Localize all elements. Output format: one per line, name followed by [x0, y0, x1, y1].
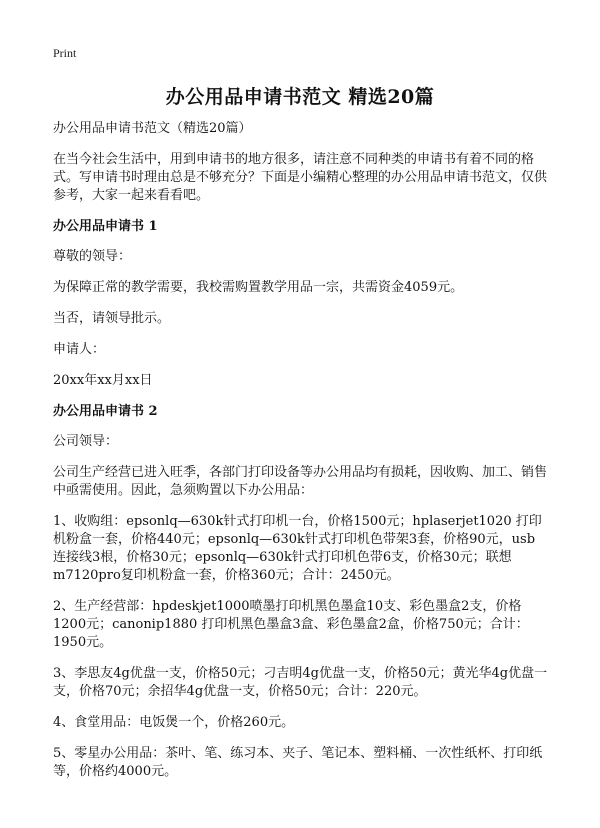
paragraph: 公司领导：: [53, 434, 119, 449]
print-label: Print: [53, 46, 77, 60]
section-heading: 办公用品申请书 2: [53, 404, 158, 419]
paragraph: 办公用品申请书范文（精选20篇）: [53, 121, 252, 136]
paragraph: 4、食堂用品：电饭煲一个，价格260元。: [53, 715, 295, 730]
paragraph: 1、收购组：epsonlq—630k针式打印机一台，价格1500元；hplaserjet1020 打印机粉盒一套，价格440元；epsonlq—630k针式打印机色带架3套，价格90元，usb连接线3根，价格30元；epsonlq—630k针式打印机色带6支，价格30元；联想m7120pro复印机粉盒一套，价格360元；合计：2450元。: [53, 514, 542, 583]
document-title: 办公用品申请书范文 精选20篇: [165, 86, 435, 108]
paragraph: 在当今社会生活中，用到申请书的地方很多，请注意不同种类的申请书有着不同的格式。写申请书时理由总是不够充分？下面是小编精心整理的办公用品申请书范文，仅供参考，大家一起来看看吧。: [53, 152, 548, 203]
paragraph: 2、生产经营部：hpdeskjet1000喷墨打印机黑色墨盒10支、彩色墨盒2支，价格1200元；canonip1880 打印机黑色墨盒3盒、彩色墨盒2盒，价格750元；合计：1950元。: [53, 599, 529, 650]
paragraph: 尊敬的领导：: [53, 249, 132, 264]
paragraph: 公司生产经营已进入旺季，各部门打印设备等办公用品均有损耗，因收购、加工、销售中亟需使用。因此，急须购置以下办公用品：: [53, 465, 548, 498]
paragraph: 当否，请领导批示。: [53, 311, 171, 326]
paragraph: 为保障正常的教学需要，我校需购置教学用品一宗，共需资金4059元。: [53, 280, 464, 295]
paragraph: 20xx年xx月xx日: [53, 373, 153, 388]
paragraph: 申请人：: [53, 342, 106, 357]
section-heading: 办公用品申请书 1: [53, 219, 158, 234]
paragraph: 3、李思友4g优盘一支，价格50元；刁吉明4g优盘一支，价格50元；黄光华4g优盘一支，价格70元；余招华4g优盘一支，价格50元；合计：220元。: [53, 666, 548, 699]
paragraph: 5、零星办公用品：茶叶、笔、练习本、夹子、笔记本、塑料桶、一次性纸杯、打印纸等，价格约4000元。: [53, 746, 543, 779]
document-body: [53, 120, 548, 794]
